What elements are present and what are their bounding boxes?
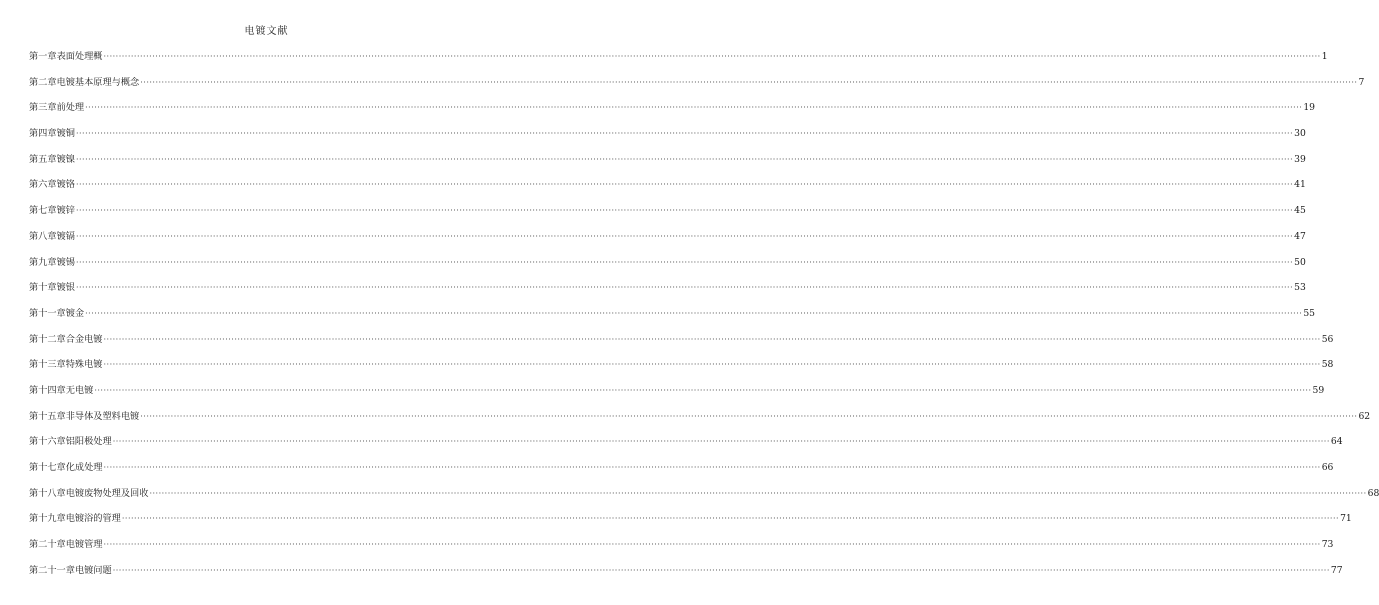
toc-dot-leader: ················································································································································································································································································································································································································ (112, 437, 1330, 447)
toc-chapter-number: 第十七章 (29, 462, 66, 473)
toc-page-number: 68 (1367, 487, 1379, 499)
toc-entry (29, 382, 1325, 408)
toc-chapter-number: 第二十一章 (29, 564, 75, 576)
toc-chapter-number: 第七章 (29, 205, 57, 217)
toc-dot-leader: ················································································································································································································································································································································································································ (85, 308, 1303, 318)
toc-chapter-title: 镀锌 (56, 205, 75, 217)
toc-chapter-number: 第四章 (29, 128, 57, 140)
toc-entry (29, 254, 1306, 280)
toc-page-number: 66 (1321, 462, 1334, 473)
toc-chapter-number: 第十一章 (29, 307, 66, 319)
toc-page-number: 47 (1294, 230, 1306, 242)
toc-dot-leader: ················································································································································································································································································································································································································ (75, 154, 1294, 164)
toc-dot-leader: ················································································································································································································································································································································································································ (103, 540, 1321, 550)
toc-chapter-title: 前处理 (56, 102, 85, 114)
toc-chapter-number: 第六章 (29, 179, 57, 191)
toc-chapter-number: 第八章 (29, 230, 57, 242)
toc-entry (29, 562, 1343, 588)
toc-chapter-title: 电镀问题 (74, 564, 112, 576)
toc-chapter-number: 第十八章 (29, 487, 66, 499)
toc-page-number: 50 (1294, 256, 1306, 268)
toc-chapter-number: 第一章 (29, 51, 57, 62)
toc-page-number: 62 (1358, 410, 1371, 422)
toc-chapter-title: 化成处理 (65, 462, 103, 473)
toc-page-number: 73 (1321, 539, 1334, 551)
toc-chapter-number: 第十章 (29, 282, 57, 294)
toc-chapter-title: 镀铜 (56, 128, 75, 140)
toc-chapter-number: 第十二章 (29, 333, 66, 345)
toc-page-number: 59 (1312, 384, 1325, 396)
toc-dot-leader: ················································································································································································································································································································································································································ (75, 129, 1294, 139)
toc-chapter-title: 电镀管理 (65, 539, 103, 551)
toc-chapter-title: 镀镉 (56, 230, 75, 242)
toc-chapter-title: 无电镀 (65, 384, 94, 396)
toc-chapter-number: 第十九章 (29, 513, 66, 525)
toc-dot-leader: ················································································································································································································································································································································································································ (140, 411, 1358, 421)
toc-chapter-number: 第十三章 (29, 359, 66, 371)
toc-chapter-title: 镀金 (65, 307, 85, 319)
toc-entry (29, 485, 1379, 511)
toc-chapter-title: 特殊电镀 (65, 359, 103, 371)
toc-chapter-number: 第二章 (29, 76, 57, 88)
toc-entry (29, 279, 1306, 305)
toc-entry (29, 356, 1334, 382)
toc-chapter-number: 第五章 (29, 153, 57, 165)
toc-entry (29, 151, 1306, 177)
toc-chapter-title: 镀锡 (56, 256, 75, 268)
toc-chapter-number: 第九章 (29, 256, 57, 268)
toc-page-number: 45 (1294, 205, 1306, 217)
toc-entry (29, 305, 1316, 331)
toc-page-number: 41 (1294, 179, 1306, 191)
toc-page-number: 71 (1340, 513, 1352, 525)
toc-entry (29, 228, 1306, 254)
toc-page-number: 56 (1321, 333, 1334, 345)
toc-dot-leader: ················································································································································································································································································································································································································ (140, 77, 1358, 87)
toc-dot-leader: ················································································································································································································································································································································································································ (75, 180, 1294, 190)
toc-page-number: 19 (1303, 102, 1316, 114)
table-of-contents (29, 48, 1379, 587)
toc-dot-leader: ················································································································································································································································································································································································································ (112, 565, 1330, 575)
toc-page-number: 53 (1294, 282, 1306, 294)
toc-chapter-number: 第十四章 (29, 384, 66, 396)
toc-page-number: 58 (1321, 359, 1334, 371)
toc-page-number: 55 (1303, 307, 1316, 319)
toc-entry (29, 459, 1334, 485)
toc-page-number: 64 (1330, 436, 1343, 448)
toc-entry (29, 536, 1334, 562)
toc-dot-leader: ················································································································································································································································································································································································································ (75, 283, 1294, 293)
toc-entry (29, 433, 1343, 459)
toc-dot-leader: ················································································································································································································································································································································································································ (149, 488, 1367, 498)
toc-dot-leader: ················································································································································································································································································································································································································ (75, 257, 1294, 267)
toc-chapter-title: 铝阳极处理 (65, 436, 112, 448)
toc-entry (29, 125, 1306, 151)
toc-entry (29, 331, 1334, 357)
toc-chapter-title: 镀银 (56, 282, 75, 294)
toc-chapter-title: 合金电镀 (65, 333, 103, 345)
toc-dot-leader: ················································································································································································································································································································································································································ (103, 463, 1321, 472)
toc-chapter-number: 第十五章 (29, 410, 66, 422)
toc-chapter-title: 镀镍 (56, 153, 75, 165)
toc-entry (29, 510, 1352, 536)
toc-chapter-title: 电镀废物处理及回收 (65, 487, 149, 499)
toc-chapter-number: 第二十章 (29, 539, 66, 551)
toc-page-number: 7 (1358, 76, 1365, 88)
toc-chapter-number: 第三章 (29, 102, 57, 114)
toc-dot-leader: ················································································································································································································································································································································································································ (75, 206, 1294, 216)
toc-chapter-title: 表面处理概 (56, 51, 103, 62)
toc-chapter-number: 第十六章 (29, 436, 66, 448)
toc-entry (29, 202, 1306, 228)
toc-dot-leader: ················································································································································································································································································································································································································ (94, 385, 1312, 395)
toc-chapter-title: 镀铬 (56, 179, 75, 191)
toc-page-number: 30 (1294, 128, 1306, 140)
toc-chapter-title: 非导体及塑料电镀 (65, 410, 140, 422)
toc-page-number: 77 (1330, 564, 1343, 576)
toc-dot-leader: ················································································································································································································································································································································································································ (75, 231, 1294, 241)
toc-entry (29, 408, 1371, 434)
toc-page-number: 1 (1321, 51, 1328, 62)
toc-dot-leader: ················································································································································································································································································································································································································ (121, 514, 1340, 524)
toc-dot-leader: ················································································································································································································································································································································································································ (85, 103, 1303, 113)
toc-page-number: 39 (1294, 153, 1306, 165)
toc-entry (29, 176, 1306, 202)
toc-entry (29, 74, 1365, 100)
document-title: 电镀文献 (244, 26, 289, 37)
toc-chapter-title: 电镀浴的管理 (65, 513, 121, 525)
toc-dot-leader: ················································································································································································································································································································································································································ (103, 360, 1321, 370)
toc-dot-leader: ················································································································································································································································································································································································································ (103, 52, 1321, 61)
toc-chapter-title: 电镀基本原理与概念 (56, 76, 140, 88)
toc-entry (29, 99, 1316, 125)
toc-entry (29, 48, 1328, 74)
toc-dot-leader: ················································································································································································································································································································································································································ (103, 334, 1321, 344)
